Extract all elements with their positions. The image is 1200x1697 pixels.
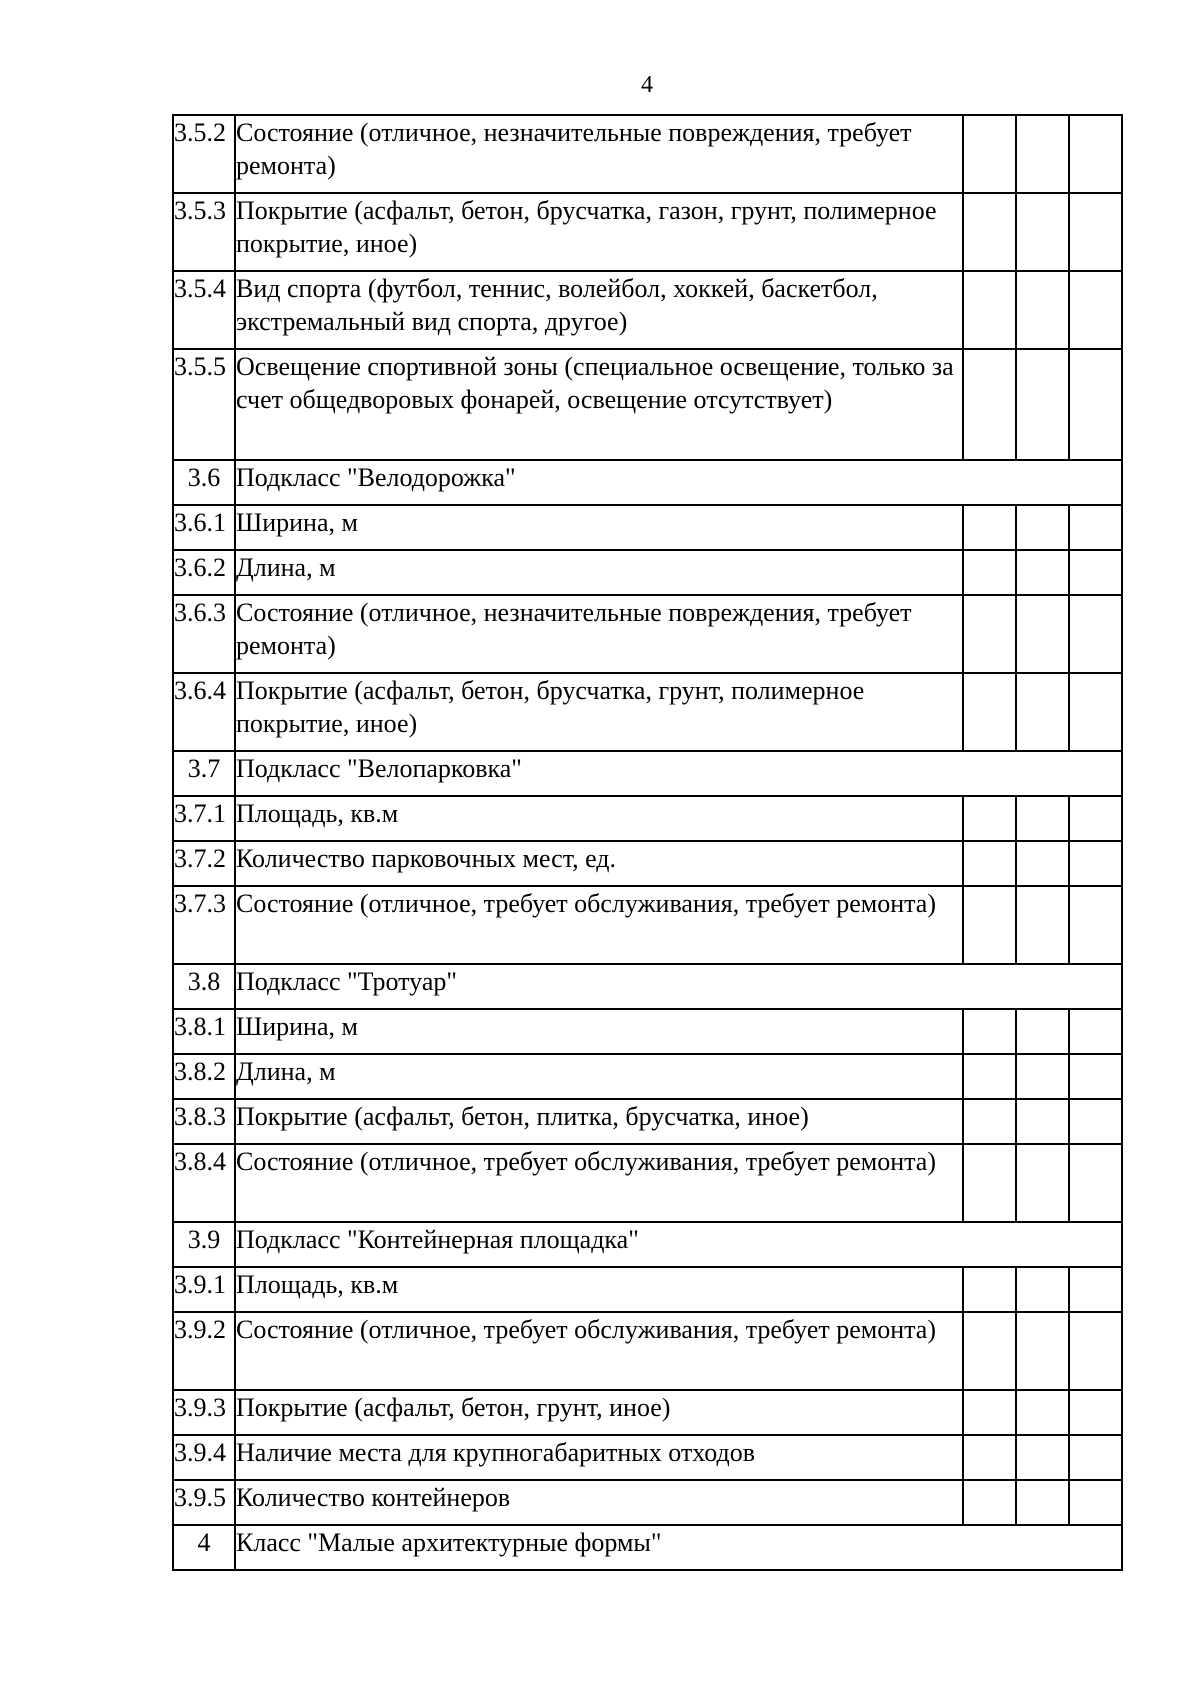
table-row	[173, 1312, 1122, 1390]
row-description: Состояние (отличное, незначительные повреждения, требует ремонта)	[235, 595, 963, 673]
row-number: 3.9	[173, 1222, 235, 1267]
row-number: 3.8.4	[173, 1144, 235, 1222]
table-row	[173, 796, 1122, 841]
row-number: 3.9.5	[173, 1480, 235, 1525]
value-cell-1[interactable]	[963, 349, 1016, 460]
table-row	[173, 1435, 1122, 1480]
table-row	[173, 1009, 1122, 1054]
value-cell-2[interactable]	[1016, 115, 1069, 193]
row-description: Освещение спортивной зоны (специальное освещение, только за счет общедворовых фонарей, освещение отсутствует)	[235, 349, 963, 460]
value-cell-1[interactable]	[963, 1009, 1016, 1054]
value-cell-1[interactable]	[963, 1480, 1016, 1525]
value-cell-3[interactable]	[1069, 673, 1122, 751]
row-number: 3.7.3	[173, 886, 235, 964]
value-cell-3[interactable]	[1069, 505, 1122, 550]
row-description: Покрытие (асфальт, бетон, брусчатка, газон, грунт, полимерное покрытие, иное)	[235, 193, 963, 271]
value-cell-1[interactable]	[963, 796, 1016, 841]
row-description: Длина, м	[235, 550, 963, 595]
table-row	[173, 349, 1122, 460]
row-number: 3.5.2	[173, 115, 235, 193]
value-cell-2[interactable]	[1016, 886, 1069, 964]
value-cell-1[interactable]	[963, 115, 1016, 193]
row-description: Вид спорта (футбол, теннис, волейбол, хоккей, баскетбол, экстремальный вид спорта, другое)	[235, 271, 963, 349]
value-cell-2[interactable]	[1016, 193, 1069, 271]
row-number: 3.8	[173, 964, 235, 1009]
value-cell-2[interactable]	[1016, 349, 1069, 460]
row-description: Количество парковочных мест, ед.	[235, 841, 963, 886]
value-cell-1[interactable]	[963, 193, 1016, 271]
table-body	[173, 115, 1122, 1570]
value-cell-2[interactable]	[1016, 1054, 1069, 1099]
section-row	[173, 751, 1122, 796]
value-cell-2[interactable]	[1016, 271, 1069, 349]
row-description: Покрытие (асфальт, бетон, грунт, иное)	[235, 1390, 963, 1435]
row-number: 3.8.2	[173, 1054, 235, 1099]
value-cell-3[interactable]	[1069, 1435, 1122, 1480]
row-number: 3.9.3	[173, 1390, 235, 1435]
value-cell-2[interactable]	[1016, 796, 1069, 841]
value-cell-3[interactable]	[1069, 886, 1122, 964]
row-description: Класс "Малые архитектурные формы"	[235, 1525, 1122, 1570]
value-cell-1[interactable]	[963, 673, 1016, 751]
value-cell-1[interactable]	[963, 1390, 1016, 1435]
value-cell-3[interactable]	[1069, 1390, 1122, 1435]
row-number: 3.5.5	[173, 349, 235, 460]
value-cell-3[interactable]	[1069, 193, 1122, 271]
row-number: 3.7.1	[173, 796, 235, 841]
row-description: Подкласс "Контейнерная площадка"	[235, 1222, 1122, 1267]
table-row	[173, 1267, 1122, 1312]
row-description: Ширина, м	[235, 1009, 963, 1054]
value-cell-2[interactable]	[1016, 841, 1069, 886]
row-number: 3.6.4	[173, 673, 235, 751]
row-number: 3.9.2	[173, 1312, 235, 1390]
value-cell-2[interactable]	[1016, 1312, 1069, 1390]
value-cell-3[interactable]	[1069, 550, 1122, 595]
table-row	[173, 595, 1122, 673]
section-row	[173, 1222, 1122, 1267]
value-cell-3[interactable]	[1069, 595, 1122, 673]
table-row	[173, 505, 1122, 550]
value-cell-1[interactable]	[963, 505, 1016, 550]
row-number: 3.5.4	[173, 271, 235, 349]
value-cell-3[interactable]	[1069, 1009, 1122, 1054]
table-row	[173, 673, 1122, 751]
table-row	[173, 271, 1122, 349]
value-cell-3[interactable]	[1069, 1267, 1122, 1312]
row-description: Подкласс "Тротуар"	[235, 964, 1122, 1009]
row-description: Состояние (отличное, требует обслуживания, требует ремонта)	[235, 886, 963, 964]
value-cell-1[interactable]	[963, 841, 1016, 886]
value-cell-2[interactable]	[1016, 505, 1069, 550]
row-number: 3.6.2	[173, 550, 235, 595]
row-description: Ширина, м	[235, 505, 963, 550]
value-cell-1[interactable]	[963, 595, 1016, 673]
row-description: Состояние (отличное, требует обслуживания, требует ремонта)	[235, 1144, 963, 1222]
table-row	[173, 1099, 1122, 1144]
value-cell-2[interactable]	[1016, 550, 1069, 595]
value-cell-2[interactable]	[1016, 673, 1069, 751]
row-description: Площадь, кв.м	[235, 796, 963, 841]
value-cell-1[interactable]	[963, 550, 1016, 595]
row-number: 3.7	[173, 751, 235, 796]
row-number: 3.6.1	[173, 505, 235, 550]
value-cell-2[interactable]	[1016, 1435, 1069, 1480]
value-cell-1[interactable]	[963, 1054, 1016, 1099]
table-row	[173, 1054, 1122, 1099]
row-description: Длина, м	[235, 1054, 963, 1099]
row-description: Подкласс "Велодорожка"	[235, 460, 1122, 505]
value-cell-3[interactable]	[1069, 841, 1122, 886]
value-cell-1[interactable]	[963, 886, 1016, 964]
attributes-table	[172, 114, 1123, 1571]
row-number: 3.7.2	[173, 841, 235, 886]
row-number: 3.6.3	[173, 595, 235, 673]
table-row	[173, 193, 1122, 271]
row-number: 4	[173, 1525, 235, 1570]
row-number: 3.6	[173, 460, 235, 505]
row-number: 3.8.1	[173, 1009, 235, 1054]
value-cell-1[interactable]	[963, 1144, 1016, 1222]
value-cell-3[interactable]	[1069, 271, 1122, 349]
row-description: Площадь, кв.м	[235, 1267, 963, 1312]
value-cell-1[interactable]	[963, 1435, 1016, 1480]
table-row	[173, 1144, 1122, 1222]
row-description: Наличие места для крупногабаритных отходов	[235, 1435, 963, 1480]
table-row	[173, 115, 1122, 193]
value-cell-2[interactable]	[1016, 1144, 1069, 1222]
value-cell-1[interactable]	[963, 271, 1016, 349]
value-cell-2[interactable]	[1016, 595, 1069, 673]
value-cell-3[interactable]	[1069, 1312, 1122, 1390]
row-description: Состояние (отличное, требует обслуживания, требует ремонта)	[235, 1312, 963, 1390]
value-cell-3[interactable]	[1069, 1144, 1122, 1222]
row-description: Количество контейнеров	[235, 1480, 963, 1525]
row-description: Состояние (отличное, незначительные повреждения, требует ремонта)	[235, 115, 963, 193]
page-number: 4	[641, 72, 653, 98]
row-description: Подкласс "Велопарковка"	[235, 751, 1122, 796]
value-cell-3[interactable]	[1069, 115, 1122, 193]
row-number: 3.9.1	[173, 1267, 235, 1312]
value-cell-2[interactable]	[1016, 1480, 1069, 1525]
value-cell-1[interactable]	[963, 1099, 1016, 1144]
value-cell-3[interactable]	[1069, 1054, 1122, 1099]
section-row	[173, 964, 1122, 1009]
value-cell-1[interactable]	[963, 1267, 1016, 1312]
table-row	[173, 1480, 1122, 1525]
table-row	[173, 841, 1122, 886]
row-description: Покрытие (асфальт, бетон, брусчатка, грунт, полимерное покрытие, иное)	[235, 673, 963, 751]
value-cell-2[interactable]	[1016, 1267, 1069, 1312]
table-row	[173, 886, 1122, 964]
section-row	[173, 1525, 1122, 1570]
value-cell-3[interactable]	[1069, 796, 1122, 841]
value-cell-2[interactable]	[1016, 1099, 1069, 1144]
value-cell-2[interactable]	[1016, 1390, 1069, 1435]
row-number: 3.9.4	[173, 1435, 235, 1480]
row-number: 3.8.3	[173, 1099, 235, 1144]
section-row	[173, 460, 1122, 505]
table-row	[173, 550, 1122, 595]
table-row	[173, 1390, 1122, 1435]
value-cell-3[interactable]	[1069, 349, 1122, 460]
value-cell-3[interactable]	[1069, 1480, 1122, 1525]
value-cell-2[interactable]	[1016, 1009, 1069, 1054]
value-cell-3[interactable]	[1069, 1099, 1122, 1144]
row-number: 3.5.3	[173, 193, 235, 271]
value-cell-1[interactable]	[963, 1312, 1016, 1390]
row-description: Покрытие (асфальт, бетон, плитка, брусчатка, иное)	[235, 1099, 963, 1144]
